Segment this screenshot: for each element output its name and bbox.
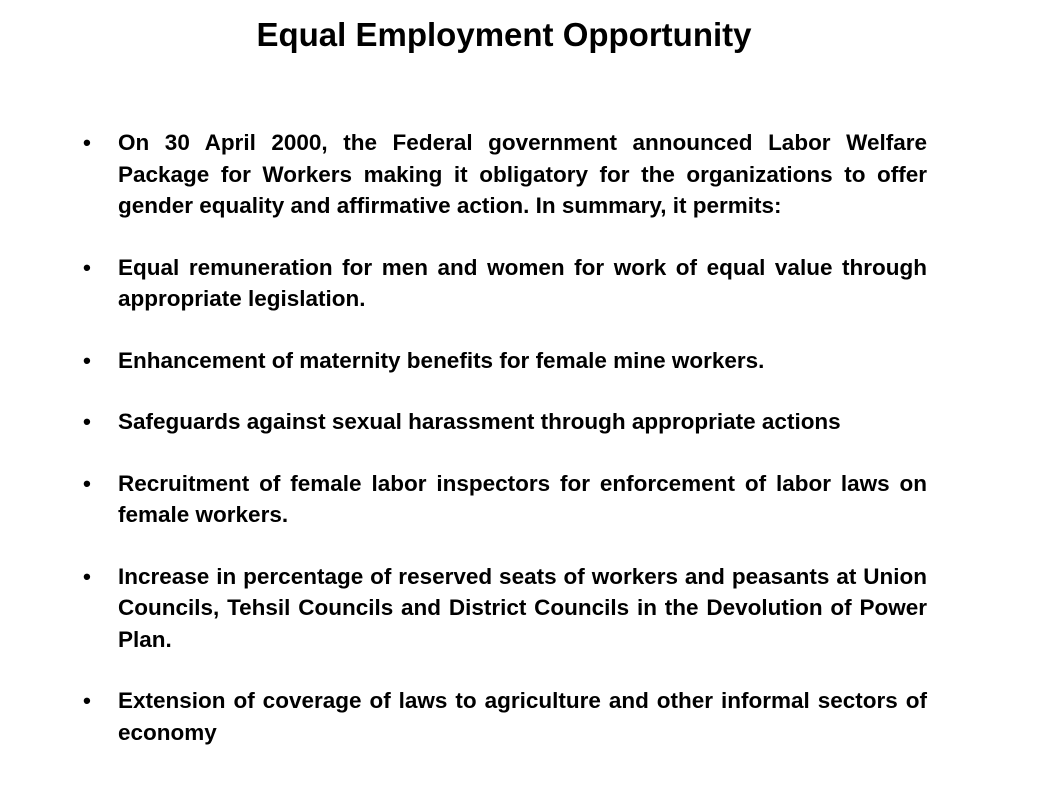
bullet-item <box>80 252 927 315</box>
bullet-text: Enhancement of maternity benefits for female mine workers. <box>118 347 765 373</box>
bullet-text: Recruitment of female labor inspectors for enforcement of labor laws on female workers. <box>118 470 927 527</box>
bullet-dot-icon: • <box>83 688 91 713</box>
bullet-dot-icon: • <box>83 254 91 280</box>
bullet-text: Equal remuneration for men and women for work of equal value through appropriate legislation. <box>118 254 927 311</box>
bullet-item <box>80 468 927 531</box>
bullet-dot-icon: • <box>83 563 91 589</box>
bullet-dot-icon: • <box>83 409 91 434</box>
bullet-item <box>80 406 927 438</box>
bullet-text: Extension of coverage of laws to agriculture and other informal sectors of economy <box>118 688 927 745</box>
slide-title: Equal Employment Opportunity <box>256 16 752 53</box>
bullet-text: Safeguards against sexual harassment through appropriate actions <box>118 409 841 434</box>
bullet-item <box>80 685 927 748</box>
bullet-item <box>80 345 927 377</box>
bullet-item <box>80 561 927 656</box>
bullet-text: Increase in percentage of reserved seats of workers and peasants at Union Councils, Tehsil Councils and District Councils in the Devolution of Power Plan. <box>118 563 927 652</box>
bullet-dot-icon: • <box>83 347 91 373</box>
bullet-dot-icon: • <box>83 130 91 155</box>
bullet-list <box>80 127 927 748</box>
bullet-text: On 30 April 2000, the Federal government announced Labor Welfare Package for Workers making it obligatory for the organizations to offer gender equality and affirmative action. In summary, it permits: <box>118 130 927 218</box>
bullet-dot-icon: • <box>83 470 91 496</box>
bullet-item <box>80 127 927 222</box>
